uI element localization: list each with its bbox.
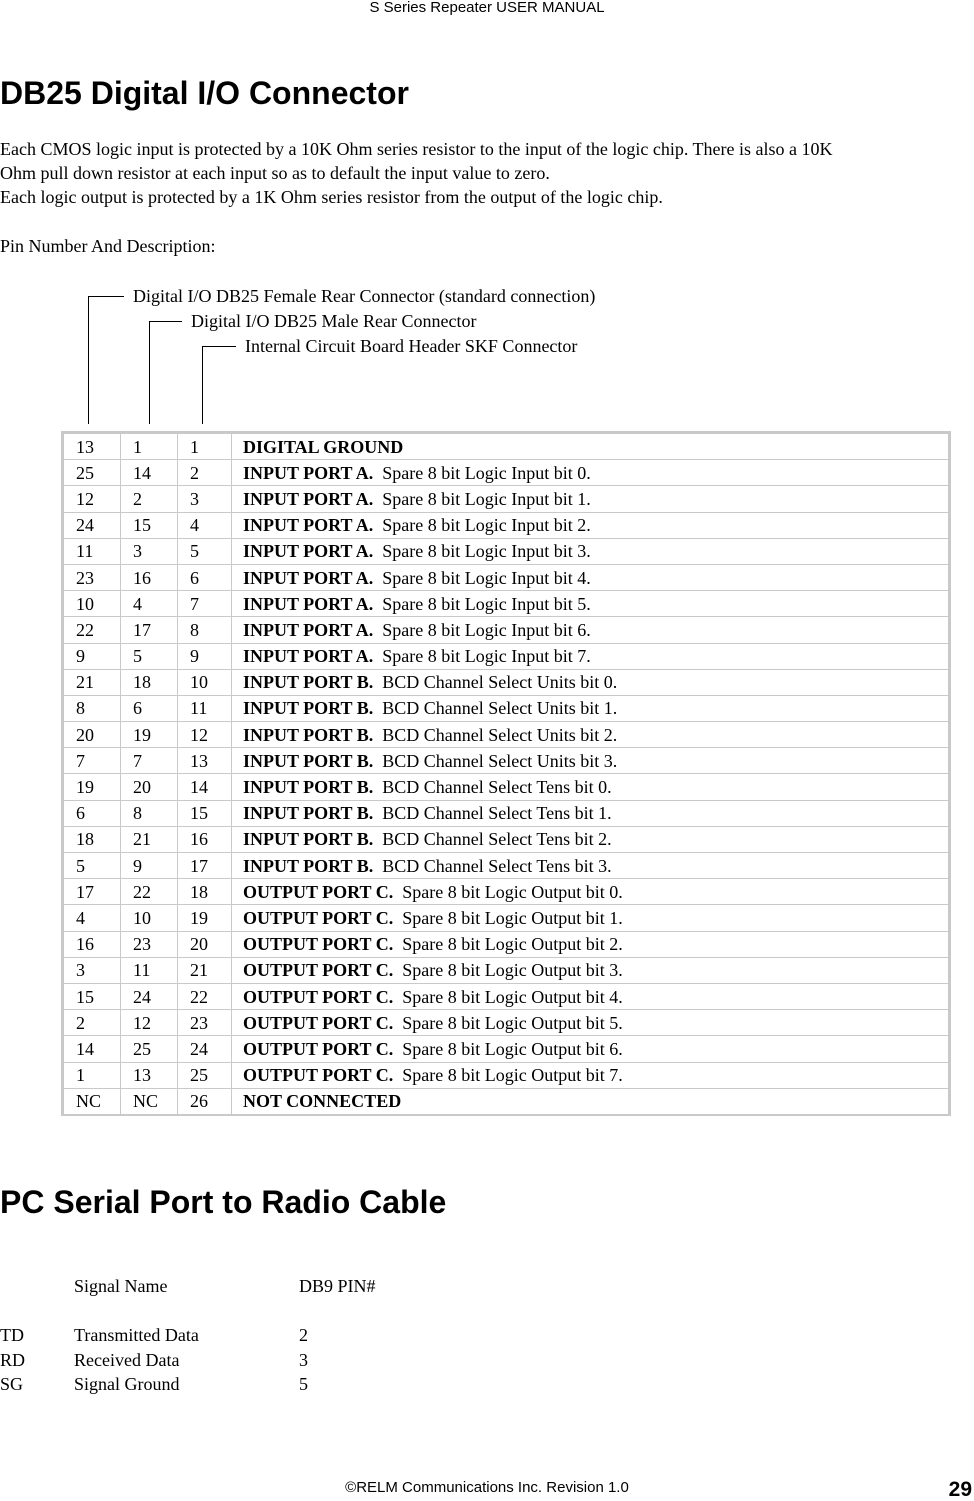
pin-description — [232, 512, 949, 538]
pin-description — [232, 853, 949, 879]
pin-female: NC — [64, 1088, 121, 1114]
pin-male: 14 — [121, 460, 178, 486]
pin-header: 15 — [178, 800, 232, 826]
pin-detail: Spare 8 bit Logic Output bit 7. — [402, 1065, 623, 1086]
pin-row — [64, 486, 949, 512]
pin-detail: Spare 8 bit Logic Output bit 2. — [402, 934, 623, 955]
leader-line-header — [202, 346, 236, 347]
pin-header: 5 — [178, 538, 232, 564]
pin-female: 14 — [64, 1036, 121, 1062]
pin-detail: Spare 8 bit Logic Output bit 4. — [402, 986, 623, 1007]
pin-header: 17 — [178, 853, 232, 879]
pin-male: 17 — [121, 617, 178, 643]
pin-male: 6 — [121, 695, 178, 721]
pin-description — [232, 774, 949, 800]
pin-row — [64, 957, 949, 983]
pin-header: 22 — [178, 983, 232, 1009]
pin-female: 4 — [64, 905, 121, 931]
pin-detail: Spare 8 bit Logic Input bit 7. — [382, 646, 591, 667]
pin-detail: BCD Channel Select Tens bit 3. — [382, 855, 612, 876]
pin-function: INPUT PORT B. — [243, 750, 374, 771]
pin-male: 15 — [121, 512, 178, 538]
pin-detail: Spare 8 bit Logic Output bit 1. — [402, 907, 623, 928]
pin-description — [232, 460, 949, 486]
pin-detail: BCD Channel Select Tens bit 2. — [382, 829, 612, 850]
label-female-connector: Digital I/O DB25 Female Rear Connector (standard connection) — [133, 286, 596, 306]
pin-function: INPUT PORT A. — [243, 646, 374, 667]
pin-male: 1 — [121, 434, 178, 460]
pin-male: 25 — [121, 1036, 178, 1062]
pin-header: 14 — [178, 774, 232, 800]
pin-female: 21 — [64, 669, 121, 695]
intro-line-1: Each CMOS logic input is protected by a 10K Ohm series resistor to the input of the logic chip. There is also a 10K — [0, 139, 833, 159]
pin-male: 7 — [121, 748, 178, 774]
pin-detail: Spare 8 bit Logic Input bit 2. — [382, 515, 591, 536]
pin-header: 1 — [178, 434, 232, 460]
pin-female: 3 — [64, 957, 121, 983]
signal-abbr: SG — [0, 1374, 24, 1394]
section-title-serial-cable: PC Serial Port to Radio Cable — [0, 1184, 447, 1220]
signal-pin: 2 — [299, 1325, 308, 1345]
pin-description — [232, 591, 949, 617]
pin-function: INPUT PORT B. — [243, 672, 374, 693]
pin-detail: BCD Channel Select Units bit 1. — [382, 698, 618, 719]
pin-female: 12 — [64, 486, 121, 512]
pin-description — [232, 643, 949, 669]
pin-function: INPUT PORT B. — [243, 855, 374, 876]
pin-row — [64, 460, 949, 486]
pin-description — [232, 1062, 949, 1088]
pin-description — [232, 538, 949, 564]
pin-header: 7 — [178, 591, 232, 617]
pin-header: 2 — [178, 460, 232, 486]
pin-header: 24 — [178, 1036, 232, 1062]
pin-description — [232, 748, 949, 774]
pin-header: 12 — [178, 722, 232, 748]
pin-female: 24 — [64, 512, 121, 538]
pin-description — [232, 800, 949, 826]
pin-row — [64, 748, 949, 774]
pin-description — [232, 905, 949, 931]
signal-name: Received Data — [74, 1350, 180, 1370]
col-header-signal-name: Signal Name — [74, 1276, 168, 1296]
pin-description — [232, 983, 949, 1009]
pin-detail: Spare 8 bit Logic Input bit 5. — [382, 593, 591, 614]
pin-description — [232, 826, 949, 852]
pin-header: 19 — [178, 905, 232, 931]
pin-detail: BCD Channel Select Tens bit 1. — [382, 803, 612, 824]
pin-detail: BCD Channel Select Tens bit 0. — [382, 777, 612, 798]
signal-table-header — [0, 1274, 500, 1298]
pin-female: 17 — [64, 879, 121, 905]
pin-function: OUTPUT PORT C. — [243, 907, 394, 928]
pin-function: INPUT PORT A. — [243, 462, 374, 483]
pin-detail: BCD Channel Select Units bit 3. — [382, 750, 618, 771]
pin-function: OUTPUT PORT C. — [243, 1012, 394, 1033]
pin-row — [64, 722, 949, 748]
pin-female: 22 — [64, 617, 121, 643]
pin-header: 18 — [178, 879, 232, 905]
pin-detail: Spare 8 bit Logic Input bit 1. — [382, 488, 591, 509]
pin-female: 25 — [64, 460, 121, 486]
pin-male: 3 — [121, 538, 178, 564]
pin-detail: Spare 8 bit Logic Input bit 4. — [382, 567, 591, 588]
pin-description — [232, 486, 949, 512]
pin-row — [64, 774, 949, 800]
pin-detail: BCD Channel Select Units bit 0. — [382, 672, 618, 693]
pin-detail: Spare 8 bit Logic Input bit 6. — [382, 619, 591, 640]
pin-female: 16 — [64, 931, 121, 957]
pin-description — [232, 957, 949, 983]
pin-male: 5 — [121, 643, 178, 669]
pin-header: 25 — [178, 1062, 232, 1088]
pin-row — [64, 538, 949, 564]
pin-function: OUTPUT PORT C. — [243, 1065, 394, 1086]
pin-row — [64, 669, 949, 695]
pin-male: 18 — [121, 669, 178, 695]
pin-function: INPUT PORT B. — [243, 829, 374, 850]
signal-row — [0, 1348, 500, 1372]
pin-row — [64, 617, 949, 643]
pin-female: 6 — [64, 800, 121, 826]
pin-detail: Spare 8 bit Logic Output bit 6. — [402, 1038, 623, 1059]
pin-female: 11 — [64, 538, 121, 564]
pin-female: 2 — [64, 1010, 121, 1036]
pin-row — [64, 564, 949, 590]
page-number: 29 — [948, 1478, 972, 1501]
pin-function: OUTPUT PORT C. — [243, 881, 394, 902]
pin-row — [64, 643, 949, 669]
intro-line-2: Ohm pull down resistor at each input so as to default the input value to zero. — [0, 163, 550, 183]
signal-name: Transmitted Data — [74, 1325, 199, 1345]
label-header-connector: Internal Circuit Board Header SKF Connector — [245, 336, 578, 356]
leader-drop-header — [202, 346, 203, 424]
pin-function: OUTPUT PORT C. — [243, 934, 394, 955]
pin-description — [232, 695, 949, 721]
pin-header: 21 — [178, 957, 232, 983]
pin-male: 20 — [121, 774, 178, 800]
pin-row — [64, 800, 949, 826]
pin-female: 23 — [64, 564, 121, 590]
pin-row — [64, 1036, 949, 1062]
pin-function: OUTPUT PORT C. — [243, 986, 394, 1007]
pin-function: INPUT PORT A. — [243, 593, 374, 614]
pin-row — [64, 1088, 949, 1114]
pin-description — [232, 931, 949, 957]
pin-description — [232, 1010, 949, 1036]
pin-male: 13 — [121, 1062, 178, 1088]
pin-header: 3 — [178, 486, 232, 512]
leader-drop-female — [88, 296, 89, 424]
pin-female: 18 — [64, 826, 121, 852]
pin-header: 8 — [178, 617, 232, 643]
pin-function: INPUT PORT A. — [243, 567, 374, 588]
intro-line-3: Each logic output is protected by a 1K Ohm series resistor from the output of the logic chip. — [0, 187, 663, 207]
pin-row — [64, 1062, 949, 1088]
signal-abbr: RD — [0, 1350, 26, 1370]
pin-detail: Spare 8 bit Logic Input bit 3. — [382, 541, 591, 562]
pin-function: DIGITAL GROUND — [243, 436, 404, 457]
footer-copyright: ©RELM Communications Inc. Revision 1.0 — [345, 1479, 629, 1496]
pin-female: 9 — [64, 643, 121, 669]
pin-male: 19 — [121, 722, 178, 748]
pin-detail: Spare 8 bit Logic Output bit 3. — [402, 960, 623, 981]
pin-female: 7 — [64, 748, 121, 774]
leader-drop-male — [149, 321, 150, 424]
pin-male: 11 — [121, 957, 178, 983]
pin-description — [232, 1036, 949, 1062]
pin-description — [232, 669, 949, 695]
pin-male: 16 — [121, 564, 178, 590]
pin-header: 16 — [178, 826, 232, 852]
signal-pin: 5 — [299, 1374, 308, 1394]
signal-name: Signal Ground — [74, 1374, 180, 1394]
pin-female: 1 — [64, 1062, 121, 1088]
pin-row — [64, 879, 949, 905]
pin-detail: Spare 8 bit Logic Input bit 0. — [382, 462, 591, 483]
pin-function: INPUT PORT B. — [243, 698, 374, 719]
pin-function: INPUT PORT B. — [243, 724, 374, 745]
pin-function: INPUT PORT A. — [243, 619, 374, 640]
pin-row — [64, 905, 949, 931]
pin-female: 10 — [64, 591, 121, 617]
pin-header: 20 — [178, 931, 232, 957]
pin-female: 13 — [64, 434, 121, 460]
pin-function: INPUT PORT B. — [243, 777, 374, 798]
pin-table — [61, 431, 951, 1116]
running-header: S Series Repeater USER MANUAL — [369, 0, 605, 16]
pin-female: 15 — [64, 983, 121, 1009]
pin-description — [232, 722, 949, 748]
pin-header: 11 — [178, 695, 232, 721]
pin-male: 10 — [121, 905, 178, 931]
pin-description — [232, 879, 949, 905]
pin-header: 9 — [178, 643, 232, 669]
pin-detail: Spare 8 bit Logic Output bit 5. — [402, 1012, 623, 1033]
label-male-connector: Digital I/O DB25 Male Rear Connector — [191, 311, 477, 331]
pin-description — [232, 564, 949, 590]
pin-detail: BCD Channel Select Units bit 2. — [382, 724, 618, 745]
pin-row — [64, 512, 949, 538]
leader-line-male — [149, 321, 182, 322]
pin-heading: Pin Number And Description: — [0, 236, 216, 256]
pin-header: 13 — [178, 748, 232, 774]
pin-header: 23 — [178, 1010, 232, 1036]
pin-row — [64, 591, 949, 617]
signal-pin: 3 — [299, 1350, 308, 1370]
signal-row — [0, 1323, 500, 1347]
pin-row — [64, 983, 949, 1009]
pin-female: 20 — [64, 722, 121, 748]
pin-male: 9 — [121, 853, 178, 879]
pin-header: 6 — [178, 564, 232, 590]
pin-male: 22 — [121, 879, 178, 905]
pin-male: 8 — [121, 800, 178, 826]
pin-header: 4 — [178, 512, 232, 538]
pin-function: OUTPUT PORT C. — [243, 960, 394, 981]
signal-row — [0, 1372, 500, 1396]
pin-male: 12 — [121, 1010, 178, 1036]
pin-row — [64, 434, 949, 460]
pin-female: 5 — [64, 853, 121, 879]
pin-function: INPUT PORT B. — [243, 803, 374, 824]
pin-male: NC — [121, 1088, 178, 1114]
pin-detail: Spare 8 bit Logic Output bit 0. — [402, 881, 623, 902]
pin-row — [64, 826, 949, 852]
col-header-db9-pin: DB9 PIN# — [299, 1276, 376, 1296]
pin-male: 2 — [121, 486, 178, 512]
pin-female: 19 — [64, 774, 121, 800]
leader-line-female — [88, 296, 124, 297]
pin-female: 8 — [64, 695, 121, 721]
pin-male: 23 — [121, 931, 178, 957]
pin-row — [64, 695, 949, 721]
pin-row — [64, 1010, 949, 1036]
pin-description — [232, 434, 949, 460]
pin-row — [64, 931, 949, 957]
pin-table-body — [64, 434, 949, 1115]
pin-function: NOT CONNECTED — [243, 1091, 402, 1112]
pin-male: 4 — [121, 591, 178, 617]
pin-header: 10 — [178, 669, 232, 695]
pin-male: 24 — [121, 983, 178, 1009]
pin-function: INPUT PORT A. — [243, 488, 374, 509]
pin-male: 21 — [121, 826, 178, 852]
section-title-db25: DB25 Digital I/O Connector — [0, 75, 409, 111]
pin-row — [64, 853, 949, 879]
pin-description — [232, 617, 949, 643]
pin-header: 26 — [178, 1088, 232, 1114]
signal-abbr: TD — [0, 1325, 24, 1345]
pin-function: INPUT PORT A. — [243, 541, 374, 562]
pin-description — [232, 1088, 949, 1114]
pin-function: OUTPUT PORT C. — [243, 1038, 394, 1059]
pin-function: INPUT PORT A. — [243, 515, 374, 536]
